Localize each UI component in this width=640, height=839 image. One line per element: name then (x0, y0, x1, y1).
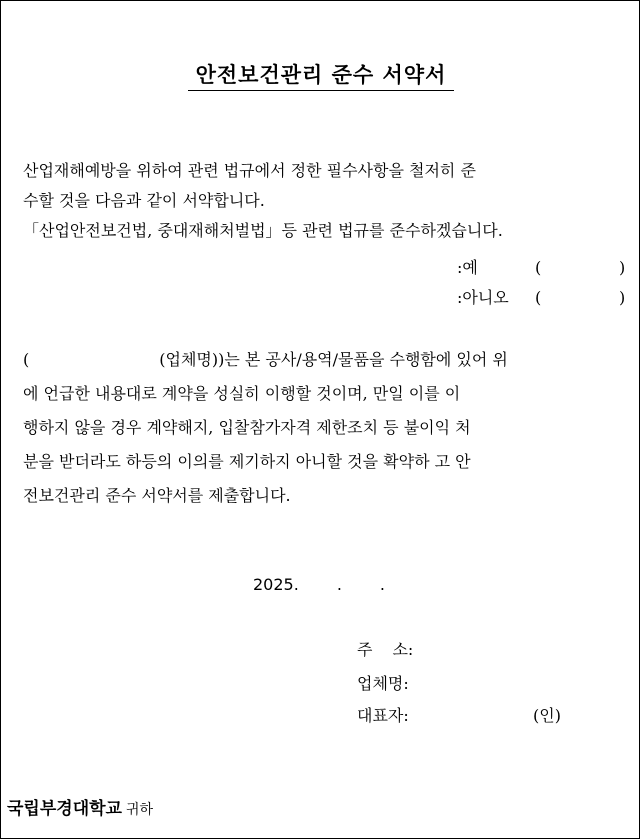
pledge-statement (23, 156, 623, 246)
pledge-line-2: 수할 것을 다음과 같이 서약합니다. (23, 191, 265, 210)
address-label-part-b: 소: (392, 640, 414, 659)
answer-no-paren-close: ) (619, 288, 626, 307)
answer-yes-paren-open: ( (535, 258, 542, 277)
commitment-line-4: 분을 받더라도 하등의 이의를 제기하지 아니할 것을 확약하 고 안 (23, 452, 471, 471)
answer-no-option (457, 284, 637, 312)
answer-yes-label: :예 (457, 258, 478, 277)
recipient-name: 국립부경대학교 (7, 799, 122, 819)
answer-yes-option (457, 254, 637, 282)
commitment-line-3: 행하지 않을 경우 계약해지, 입찰참가자격 제한조치 등 불이익 처 (23, 418, 471, 437)
commitment-paragraph (23, 343, 623, 513)
date-month-dot: . (336, 575, 342, 594)
seal-mark: (인) (533, 706, 561, 725)
pledge-line-3: 「산업안전보건법, 중대재해처벌법」등 관련 법규를 준수하겠습니다. (23, 221, 503, 240)
date-year: 2025. (253, 575, 299, 594)
commitment-line-2: 에 언급한 내용대로 계약을 성실히 이행할 것이며, 만일 이를 이 (23, 384, 461, 403)
company-name-suffix: (업체명))는 본 공사/용역/물품을 수행함에 있어 위 (159, 350, 508, 369)
document-title-text: 안전보건관리 준수 서약서 (188, 59, 455, 91)
document-title (1, 59, 640, 91)
answer-no-label: :아니오 (457, 288, 509, 307)
company-field (357, 671, 409, 694)
address-field (357, 637, 413, 660)
address-label-part-a: 주 (357, 640, 393, 659)
representative-label: 대표자: (357, 706, 409, 725)
signature-date (253, 575, 385, 594)
company-name-paren-open: ( (23, 350, 30, 369)
date-day-dot: . (379, 575, 385, 594)
answer-no-paren-open: ( (535, 288, 542, 307)
representative-field (357, 703, 409, 726)
recipient-honorific: 귀하 (125, 802, 154, 818)
company-label: 업체명: (357, 674, 409, 693)
recipient-line (7, 794, 153, 819)
commitment-line-1 (23, 343, 623, 377)
pledge-line-1: 산업재해예방을 위하여 관련 법규에서 정한 필수사항을 철저히 준 (23, 161, 476, 180)
answer-yes-paren-close: ) (619, 258, 626, 277)
commitment-line-5: 전보건관리 준수 서약서를 제출합니다. (23, 486, 291, 505)
